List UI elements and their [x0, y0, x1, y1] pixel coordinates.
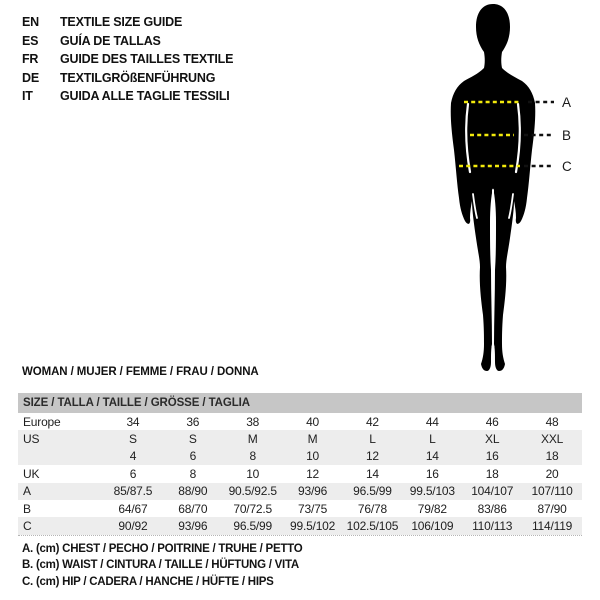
row-label: A — [23, 484, 31, 499]
size-cell: 16 — [425, 466, 439, 481]
size-cell: 20 — [545, 466, 559, 481]
size-cell: S — [188, 432, 197, 447]
size-table-header: SIZE / TALLA / TAILLE / GRÖSSE / TAGLIA — [18, 393, 582, 413]
language-row — [22, 50, 233, 69]
row-label: Europe — [23, 414, 61, 429]
size-cell: L — [429, 432, 436, 447]
legend-hip: C. (cm) HIP / CADERA / HANCHE / HÜFTE / HIPS — [22, 575, 274, 588]
size-cell: 102.5/105 — [346, 519, 399, 534]
language-title: GUÍA DE TALLAS — [60, 33, 161, 48]
size-cell: XXL — [541, 432, 564, 447]
language-row — [22, 13, 233, 32]
row-label: B — [23, 501, 31, 516]
size-cell: 6 — [189, 449, 197, 464]
size-cell: 34 — [126, 414, 140, 429]
size-cell: 18 — [545, 449, 559, 464]
language-title: GUIDE DES TAILLES TEXTILE — [60, 52, 234, 67]
legend-chest: A. (cm) CHEST / PECHO / POITRINE / TRUHE / PETTO — [22, 543, 303, 555]
size-cell: M — [307, 432, 318, 447]
size-cell: 110/113 — [472, 519, 513, 534]
size-cell: 85/87.5 — [113, 484, 153, 499]
size-cell: 114/119 — [531, 519, 573, 534]
size-cell: 12 — [365, 449, 379, 464]
size-cell: 99.5/103 — [409, 484, 455, 499]
size-cell: 73/75 — [298, 501, 328, 516]
size-cell: 93/96 — [178, 519, 208, 534]
size-cell: 14 — [425, 449, 439, 464]
row-label: C — [23, 519, 32, 534]
size-cell: XL — [485, 432, 500, 447]
size-cell: 6 — [129, 466, 137, 481]
row-label: UK — [23, 466, 40, 481]
size-cell: S — [129, 432, 137, 447]
size-cell: 99.5/102 — [290, 519, 336, 534]
size-table — [18, 393, 582, 536]
size-cell: 104/107 — [471, 484, 514, 499]
size-cell: 87/90 — [537, 501, 567, 516]
language-row — [22, 32, 233, 51]
size-cell: 8 — [249, 449, 256, 464]
size-cell: 10 — [306, 449, 320, 464]
marker-label-hip: C — [562, 159, 572, 174]
size-cell: 8 — [189, 466, 197, 481]
woman-silhouette-graphic — [416, 0, 600, 380]
size-cell: 83/86 — [477, 501, 507, 516]
size-cell: 76/78 — [357, 501, 387, 516]
size-cell: 96.5/99 — [233, 519, 272, 534]
language-code: ES — [22, 33, 39, 48]
body-measurement-figure — [416, 0, 600, 380]
size-cell: 16 — [485, 449, 499, 464]
table-row-europe — [18, 413, 582, 430]
marker-label-waist: B — [562, 128, 572, 143]
legend-waist: B. (cm) WAIST / CINTURA / TAILLE / HÜFTUNG / VITA — [22, 559, 299, 572]
row-label: US — [23, 432, 40, 447]
size-cell: 68/70 — [178, 501, 208, 516]
size-cell: 88/90 — [178, 484, 208, 499]
language-title: GUIDA ALLE TAGLIE TESSILI — [60, 89, 230, 104]
size-cell: 44 — [425, 414, 439, 429]
language-code: EN — [22, 15, 39, 29]
table-row-us-letter — [18, 430, 582, 447]
size-cell: 12 — [306, 466, 320, 481]
language-row — [22, 69, 233, 88]
size-cell: 64/67 — [118, 501, 148, 516]
table-row-waist-cm — [18, 500, 582, 517]
size-cell: M — [247, 432, 258, 447]
size-cell: 18 — [485, 466, 499, 481]
measurement-legend — [22, 541, 302, 590]
language-title-list — [22, 13, 233, 106]
size-cell: 70/72.5 — [233, 501, 272, 516]
size-cell: 48 — [545, 414, 559, 429]
language-row — [22, 87, 233, 106]
table-row-chest-cm — [18, 483, 582, 500]
language-code: FR — [22, 52, 39, 67]
language-title: TEXTILGRÖßENFÜHRUNG — [60, 70, 216, 85]
language-code: DE — [22, 70, 39, 85]
size-cell: 40 — [306, 414, 320, 429]
marker-label-chest: A — [562, 95, 572, 110]
table-row-us-number — [18, 448, 582, 465]
size-cell: 42 — [365, 414, 379, 429]
size-cell: 10 — [246, 466, 260, 481]
size-cell: 46 — [485, 414, 499, 429]
size-cell: 36 — [186, 414, 200, 429]
language-code: IT — [22, 89, 33, 104]
size-cell: L — [369, 432, 376, 447]
size-cell: 79/82 — [417, 501, 447, 516]
size-cell: 93/96 — [298, 484, 328, 499]
size-cell: 90/92 — [118, 519, 148, 534]
size-cell: 106/109 — [411, 519, 454, 534]
size-cell: 90.5/92.5 — [228, 484, 277, 499]
table-row-uk — [18, 465, 582, 482]
size-cell: 14 — [365, 466, 379, 481]
size-cell: 4 — [129, 449, 137, 464]
table-group-title: WOMAN / MUJER / FEMME / FRAU / DONNA — [22, 366, 259, 378]
language-title: TEXTILE SIZE GUIDE — [60, 15, 183, 29]
table-row-hip-cm — [18, 517, 582, 534]
size-cell: 38 — [246, 414, 260, 429]
size-cell: 107/110 — [531, 484, 573, 499]
size-cell: 96.5/99 — [353, 484, 392, 499]
